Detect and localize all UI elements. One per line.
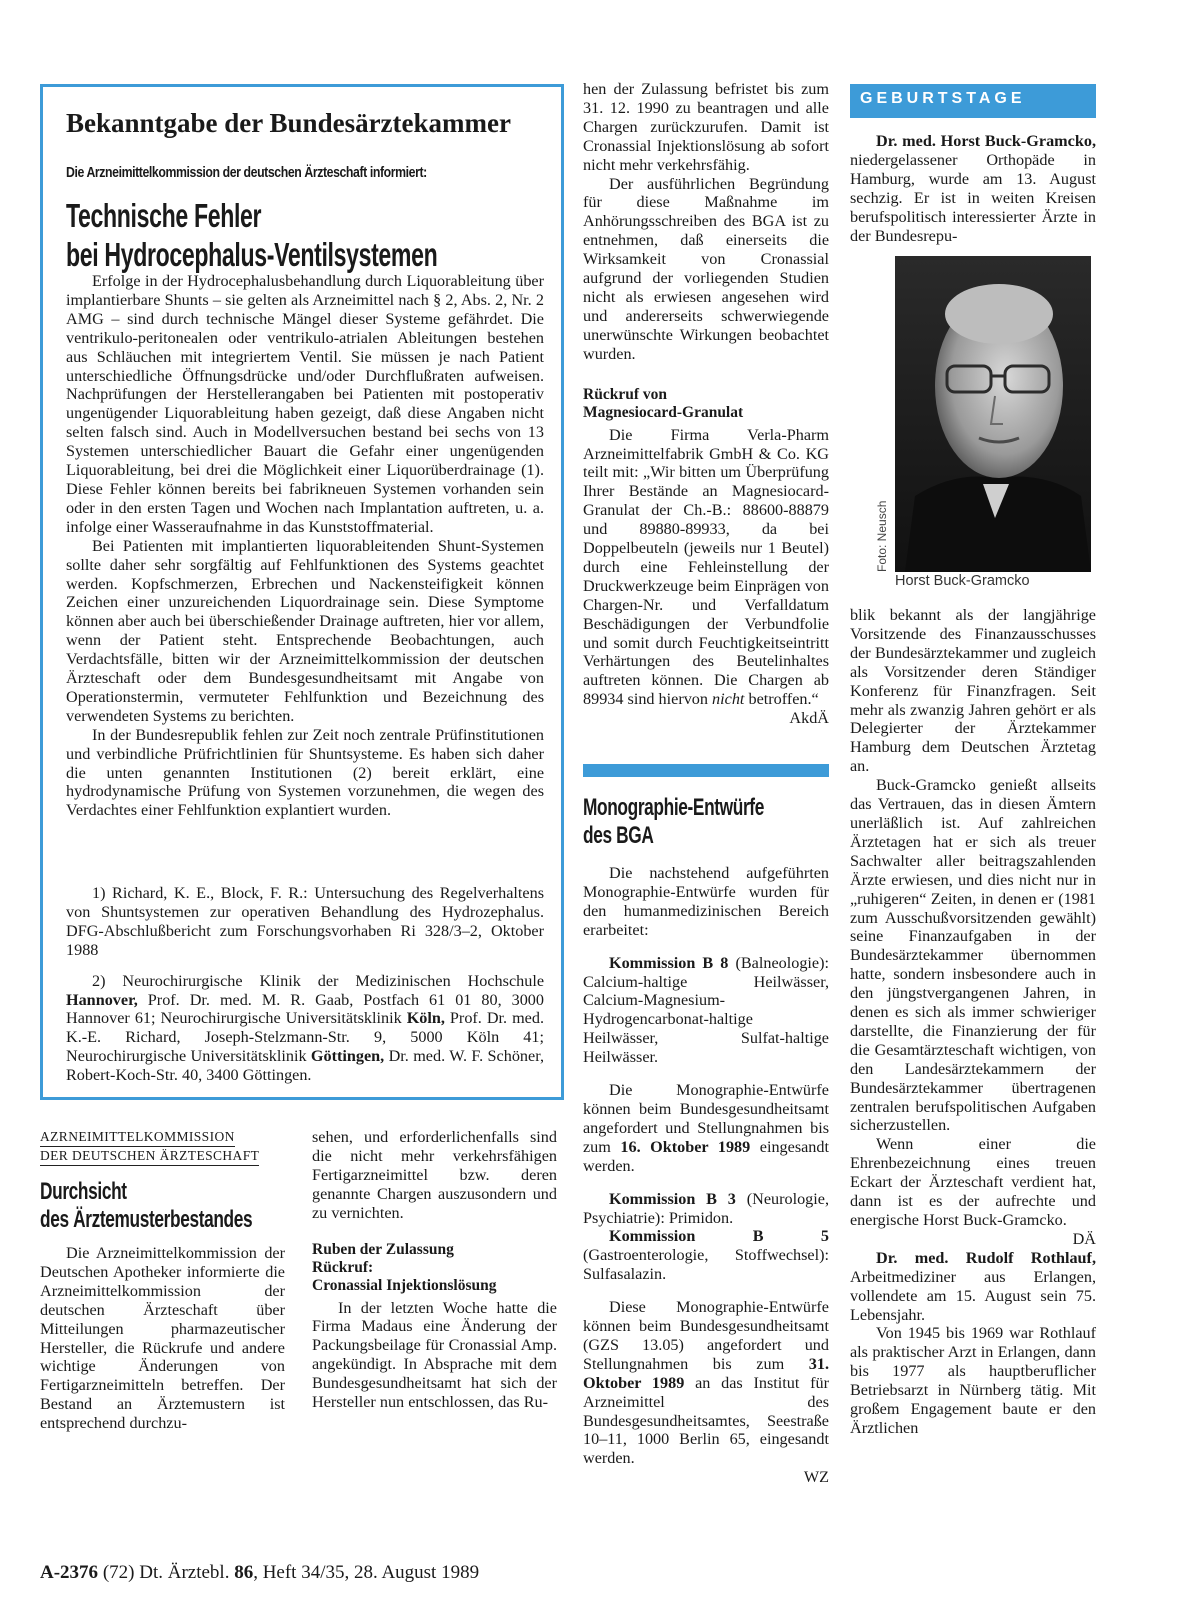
geb-paragraph-1-cont: blik bekannt als der langjährige Vorsitzende des Finanzausschusses der Bundesärztekammer und zugleich als Vorsitzender deren Ständiger Konferenz für Finanzfragen. Seit mehr als zwanzig Jahren gehört er als Delegierter der Ärztekammer Hamburg dem Deutschen Ärztetag an. — [850, 606, 1096, 776]
azk-body-col-1 — [40, 1244, 285, 1433]
mono-paragraph-1: Die nachstehend aufgeführten Monographie-Entwürfe wurden für den humanmedizinischen Bereich erarbeitet: — [583, 864, 829, 939]
col3-paragraph-2: Der ausführlichen Begründung für diese Maßnahme im Anhörungsschreiben des BGA ist zu entnehmen, daß einerseits die Wirksamkeit von Cronassial aufgrund der vorliegenden Studien nicht als erwiesen angesehen wird und andererseits schwerwiegende unerwünschte Wirkungen beobachtet wurden. — [583, 174, 829, 363]
mono-paragraph-2: Die Monographie-Entwürfe können beim Bundesgesundheitsamt angefordert und Stellungnahmen bis zum 16. Oktober 1989 eingesandt werden. — [583, 1081, 829, 1175]
azk-paragraph-1: Die Arzneimittelkommission der Deutschen Apotheker informierte die Arzneimittelkommission der deutschen Ärzteschaft über Mitteilungen pharmazeutischer Hersteller, die Rückrufe und andere wichtige Änderungen von Fertigarzneimitteln betreffen. Der Bestand an Ärztemustern ist entsprechend durchzu- — [40, 1244, 285, 1433]
azk-kicker — [40, 1128, 285, 1166]
mono-kommission-b8: Kommission B 8 (Balneologie): Calcium-haltige Heilwässer, Calcium-Magnesium-Hydrogencarbonat-haltige Heilwässer, Sulfat-haltige Heilwässer. — [583, 953, 829, 1067]
box-subtitle: Die Arzneimittelkommission der deutschen Ärzteschaft informiert: — [66, 164, 427, 181]
mono-body — [583, 864, 829, 1487]
mono-divider-bar — [583, 764, 829, 777]
mono-signature: WZ — [803, 1468, 829, 1487]
geb-body-bottom — [850, 606, 1096, 1438]
azk-paragraph-1-cont: sehen, und erforderlichenfalls sind die nicht mehr verkehrsfähigen Fertigarzneimittel bzw. deren genannte Chargen auszusondern und zu vernichten. — [312, 1128, 557, 1222]
mono-kommission-b3: Kommission B 3 (Neurologie, Psychiatrie): Primidon. — [583, 1189, 829, 1227]
geb-paragraph-2: Buck-Gramcko genießt allseits das Vertrauen, das in diesen Ämtern unerläßlich ist. Auf zahlreichen Ärztetagen hat er sich als treuer Sachwalter aller beitragszahlenden Ärzte erwiesen, und dies nicht nur in „ruhigeren“ Zeiten, in denen er (1981 zum Ausschußvorsitzenden gewählt) seine Finanzaufgaben in der Bundesärztekammer übernommen hatte, sondern insbesondere auch in den jüngstvergangenen Jahren, in denen es sich als immer schwieriger darstellte, die Finanzierung der für die Gesamtärzteschaft wichtigen, von den Landesärztekammern der Bundesärztekammer übertragenen zentralen berufspolitischen Aufgaben sicherzustellen. — [850, 776, 1096, 1135]
box-references — [66, 884, 544, 1097]
box-paragraph-1: Erfolge in der Hydrocephalusbehandlung durch Liquorableitung über implantierbare Shunts – sie gelten als Arzneimittel nach § 2, Abs. 2, Nr. 2 AMG – sind durch technische Mängel dieser Systeme gefährdet. Die ventrikulo-peritonealen oder ventrikulo-atrialen Ableitungen bestehen aus Schläuchen mit integriertem Ventil. Sie müssen je nach Patient unterschiedliche Öffnungsdrücke und/oder Durchflußraten aufweisen. Nachprüfungen der Herstellerangaben bei Patienten mit postoperativ ungenügender Liquorableitung haben gezeigt, daß diese Angaben nicht selten falsch sind. Auch in Modellversuchen bestand bei sechs von 13 Systemen unterschiedlicher Bauart die Gefahr einer ungenügenden Liquorableitung, bei drei die Möglichkeit einer Liquorüberdrainage (1). Diese Fehler können bereits bei fabrikneuen Systemen vorhanden sein oder in den ersten Tagen und Wochen nach Implantation auftreten, u. a. infolge einer Wasseraufnahme in das Kunststoffmaterial. — [66, 272, 544, 536]
geb-paragraph-3: Wenn einer die Ehrenbezeichnung eines treuen Eckart der Ärzteschaft verdient hat, dann ist es der aufrechte und energische Horst Buck-Gramcko. — [850, 1135, 1096, 1229]
ruben-subheading: Ruben der Zulassung Rückruf: Cronassial Injektionslösung — [312, 1240, 497, 1294]
geb-paragraph-1: Dr. med. Horst Buck-Gramcko, niedergelassener Orthopäde in Hamburg, wurde am 13. August sechzig. Er ist in weiten Kreisen berufspolitisch interessierter Ärzte in der Bundesrepu- — [850, 132, 1096, 245]
geb-signature: DÄ — [1072, 1229, 1096, 1248]
azk-headline-line-1: Durchsicht — [40, 1178, 127, 1205]
mono-headline-line-2: des BGA — [583, 822, 654, 849]
mono-headline-line-1: Monographie-Entwürfe — [583, 794, 764, 821]
photo-caption: Horst Buck-Gramcko — [895, 573, 1030, 589]
azk-headline — [40, 1178, 252, 1234]
box-headline — [66, 196, 437, 274]
azk-kicker-line-1: AZRNEIMITTELKOMMISSION — [40, 1128, 235, 1147]
azk-kicker-line-2: DER DEUTSCHEN ÄRZTESCHAFT — [40, 1147, 259, 1166]
reference-1: 1) Richard, K. E., Block, F. R.: Untersuchung des Regelverhaltens von Shuntsystemen zur operativen Behandlung des Hydrozephalus. DFG-Abschlußbericht zum Forschungsvorhaben Ri 328/3–2, Oktober 1988 — [66, 884, 544, 959]
reference-2: 2) Neurochirurgische Klinik der Medizinischen Hochschule Hannover, Prof. Dr. med. M. R. Gaab, Postfach 61 01 80, 3000 Hannover 61; Neurochirurgische Universitätsklinik Köln, Prof. Dr. med. K.-E. Richard, Joseph-Stelzmann-Str. 9, 5000 Köln 41; Neurochirurgische Universitätsklinik Göttingen, Dr. med. W. F. Schöner, Robert-Koch-Str. 40, 3400 Göttingen. — [66, 971, 544, 1085]
box-paragraph-3: In der Bundesrepublik fehlen zur Zeit noch zentrale Prüfinstitutionen und verbindliche Prüfrichtlinien für Shuntsysteme. Es haben sich daher die unten genannten Institutionen (2) bereit erklärt, eine hydrodynamische Prüfung von Systemen vorzunehmen, die wegen des Verdachtes einer Fehlfunktion explantiert wurden. — [66, 725, 544, 820]
box-body — [66, 272, 544, 820]
box-title: Bekanntgabe der Bundesärztekammer — [66, 108, 511, 138]
azk-body-col-2 — [312, 1128, 557, 1412]
col3-paragraph-cont: hen der Zulassung befristet bis zum 31. 12. 1990 zu beantragen und alle Chargen zurückzurufen. Damit ist Cronassial Injektionslösung ab sofort nicht mehr verkehrsfähig. — [583, 80, 829, 174]
page-number: A-2376 — [40, 1562, 99, 1583]
portrait-photo — [895, 256, 1091, 572]
azk-paragraph-2: In der letzten Woche hatte die Firma Madaus eine Änderung der Packungsbeilage für Cronassial Amp. angekündigt. In Absprache mit dem Bundesgesundheitsamt hat sich der Hersteller nun entschlossen, das Ru- — [312, 1298, 557, 1412]
box-headline-line-1: Technische Fehler — [66, 197, 262, 234]
volume-number: 86 — [234, 1562, 254, 1583]
mono-kommission-b5: Kommission B 5 (Gastroenterologie, Stoffwechsel): Sulfasalazin. — [583, 1227, 829, 1284]
box-paragraph-2: Bei Patienten mit implantierten liquorableitenden Shunt-Systemen sollte daher sehr sorgfältig auf Fehlfunktionen des Systems geachtet werden. Kopfschmerzen, Erbrechen und Nackensteifigkeit können Zeichen einer unzureichenden Liquordrainage sein. Diese Symptome können aber auch bei überschießender Drainage auftreten, hier vor allem, wenn der Patient steht. Entsprechende Beobachtungen, auch Verdachtsfälle, bitten wir der Arzneimittelkommission der deutschen Ärzteschaft oder dem Bundesgesundheitsamt mit Angabe von Operationstermin, vermuteter Fehlfunktion und Bezeichnung des verwendeten Systems zu berichten. — [66, 536, 544, 725]
geb-paragraph-5: Von 1945 bis 1969 war Rothlauf als praktischer Arzt in Erlangen, dann bis 1977 als hauptberuflicher Betriebsarzt in Nürnberg tätig. Mit großem Engagement baute er den Ärztlichen — [850, 1324, 1096, 1437]
geburtstage-label: GEBURTSTAGE — [860, 90, 1026, 107]
box-headline-line-2: bei Hydrocephalus-Ventilsystemen — [66, 236, 438, 273]
mono-paragraph-3: Diese Monographie-Entwürfe können beim Bundesgesundheitsamt (GZS 13.05) angefordert und Stellungnahmen bis zum 31. Oktober 1989 an das Institut für Arzneimittel des Bundesgesundheitsamtes, Seestraße 10–11, 1000 Berlin 65, eingesandt werden. — [583, 1298, 829, 1468]
col3-body — [583, 80, 829, 728]
geb-body-top — [850, 132, 1096, 245]
photo-credit: Foto: Neusch — [875, 500, 889, 572]
page-footer: A-2376 (72) Dt. Ärztebl. 86, Heft 34/35, 28. August 1989 — [40, 1562, 480, 1583]
col3-paragraph-3: Die Firma Verla-Pharm Arzneimittelfabrik GmbH & Co. KG teilt mit: „Wir bitten um Überprüfung Ihrer Bestände an Magnesiocard-Granulat der Ch.-B.: 88600-88879 und 89880-89933, da bei Doppelbeuteln (jeweils nur 1 Beutel) durch eine Fehleinstellung der Druckwerkzeuge beim Einprägen von Chargen-Nr. und Verfalldatum Beschädigungen der Verbundfolie und somit durch Feuchtigkeitseintritt Verhärtungen des Beutelinhaltes auftreten können. Die Chargen ab 89934 sind hiervon nicht betroffen.“ — [583, 425, 829, 709]
col3-signature: AkdÄ — [789, 709, 829, 728]
azk-headline-line-2: des Ärztemusterbestandes — [40, 1206, 253, 1233]
mono-headline — [583, 794, 764, 850]
geb-paragraph-4: Dr. med. Rudolf Rothlauf, Arbeitmediziner aus Erlangen, vollendete am 15. August sein 75. Lebensjahr. — [850, 1248, 1096, 1324]
magnesiocard-subheading: Rückruf von Magnesiocard-Granulat — [583, 385, 744, 421]
